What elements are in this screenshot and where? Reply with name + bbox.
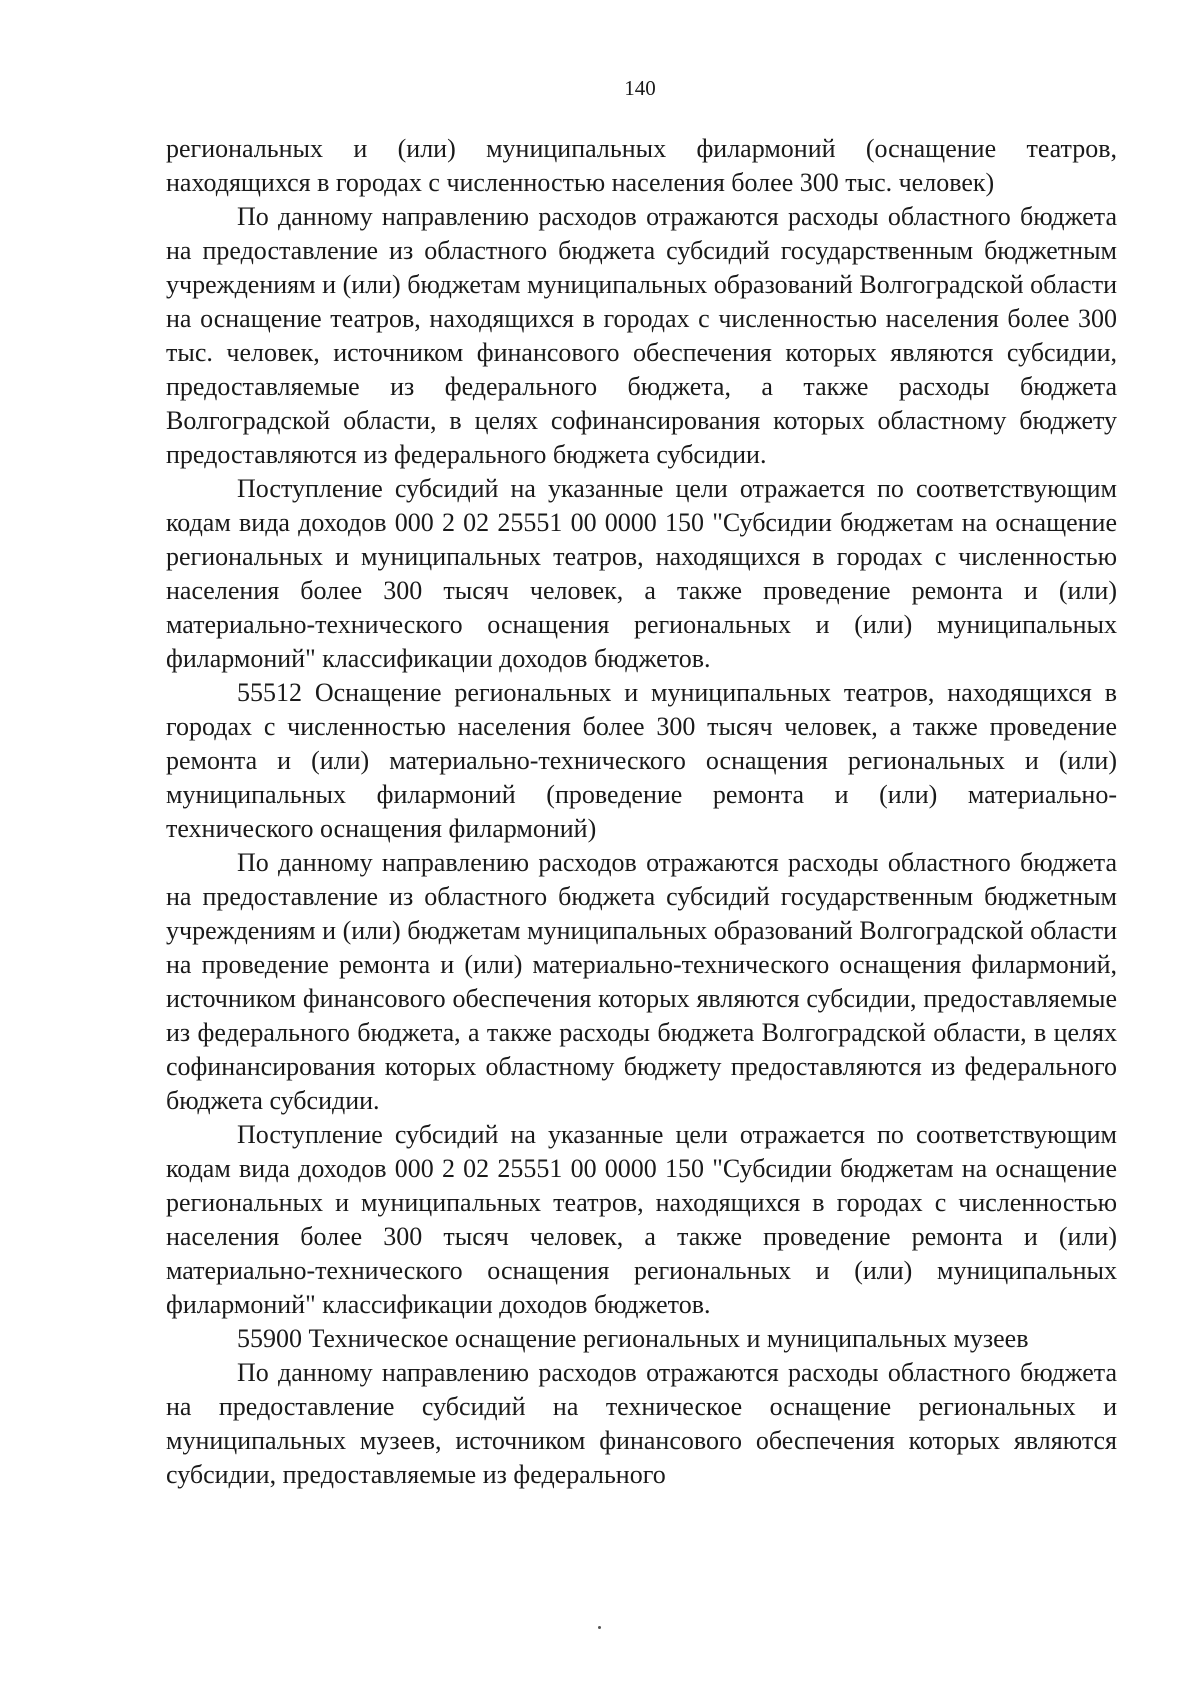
page-number: 140	[624, 76, 656, 100]
section-heading-55512: 55512 Оснащение региональных и муниципальных театров, находящихся в городах с численностью населения более 300 тысяч человек, а также проведение ремонта и (или) материально-технического оснащения региональных и (или) муниципальных филармоний (проведение ремонта и (или) материально-технического оснащения филармоний)	[166, 678, 1117, 843]
scan-dot-mark	[598, 1626, 601, 1629]
paragraph: Поступление субсидий на указанные цели отражается по соответствующим кодам вида доходов 000 2 02 25551 00 0000 150 "Субсидии бюджетам на оснащение региональных и муниципальных театров, находящихся в городах с численностью населения более 300 тысяч человек, а также проведение ремонта и (или) материально-технического оснащения региональных и (или) муниципальных филармоний" классификации доходов бюджетов.	[166, 474, 1117, 673]
paragraph: По данному направлению расходов отражаются расходы областного бюджета на предоставление субсидий на техническое оснащение региональных и муниципальных музеев, источником финансового обеспечения которых являются субсидии, предоставляемые из федерального	[166, 1358, 1117, 1489]
paragraph: По данному направлению расходов отражаются расходы областного бюджета на предоставление из областного бюджета субсидий государственным бюджетным учреждениям и (или) бюджетам муниципальных образований Волгоградской области на проведение ремонта и (или) материально-технического оснащения филармоний, источником финансового обеспечения которых являются субсидии, предоставляемые из федерального бюджета, а также расходы бюджета Волгоградской области, в целях софинансирования которых областному бюджету предоставляются из федерального бюджета субсидии.	[166, 848, 1117, 1115]
section-heading-55900: 55900 Техническое оснащение региональных и муниципальных музеев	[237, 1324, 1029, 1353]
paragraph: По данному направлению расходов отражаются расходы областного бюджета на предоставление из областного бюджета субсидий государственным бюджетным учреждениям и (или) бюджетам муниципальных образований Волгоградской области на оснащение театров, находящихся в городах с численностью населения более 300 тыс. человек, источником финансового обеспечения которых являются субсидии, предоставляемые из федерального бюджета, а также расходы бюджета Волгоградской области, в целях софинансирования которых областному бюджету предоставляются из федерального бюджета субсидии.	[166, 202, 1117, 469]
document-body	[166, 132, 1117, 1492]
paragraph: Поступление субсидий на указанные цели отражается по соответствующим кодам вида доходов 000 2 02 25551 00 0000 150 "Субсидии бюджетам на оснащение региональных и муниципальных театров, находящихся в городах с численностью населения более 300 тысяч человек, а также проведение ремонта и (или) материально-технического оснащения региональных и (или) муниципальных филармоний" классификации доходов бюджетов.	[166, 1120, 1117, 1319]
paragraph: региональных и (или) муниципальных филармоний (оснащение театров, находящихся в городах с численностью населения более 300 тыс. человек)	[166, 134, 1117, 197]
